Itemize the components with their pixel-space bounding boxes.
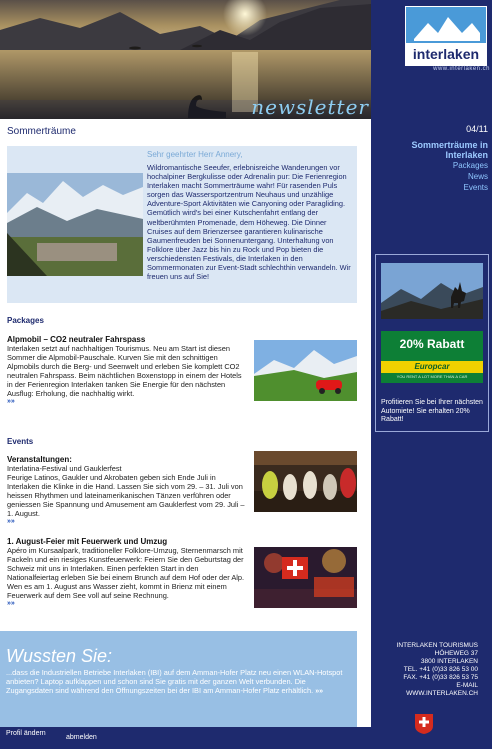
unsubscribe-link[interactable]: abmelden [66, 734, 97, 741]
article-title: Veranstaltungen: [7, 455, 72, 464]
contact-city: 3800 INTERLAKEN [420, 658, 478, 665]
did-you-know-body: ...dass die Industriellen Betriebe Interlaken (IBI) auf dem Amman-Hofer Platz neu einen WLAN-Hotspot anbieten? Laptop aufklappen und schon sind Sie gratis mit der ganzen Welt verbunden. Die Zugangsdaten sind während den Öffnungszeiten bei der IBI am Amman-Hofer Platz erhältlich. [6, 668, 343, 695]
contact-website-link[interactable]: WWW.INTERLAKEN.CH [406, 690, 478, 697]
contact-tel: TEL. +41 (0)33 826 53 00 [403, 666, 478, 673]
intro-box [7, 146, 357, 303]
section-label-events: Events [7, 437, 34, 446]
issue-number: 04/11 [466, 124, 488, 134]
section-label-packages: Packages [7, 316, 44, 325]
did-you-know-text [6, 668, 351, 696]
edit-profile-link[interactable]: Profil ändern [6, 730, 46, 737]
nav-item-events[interactable]: Events [463, 183, 488, 192]
logo-mark-icon [406, 7, 486, 65]
nav-item-sommertraume[interactable]: Sommerträume in Interlaken [411, 140, 488, 160]
read-more-link[interactable]: »» [7, 518, 15, 525]
sidebar-nav [374, 124, 488, 193]
footer-bar [0, 727, 371, 749]
logo-text: interlaken [412, 46, 480, 62]
article-body: Interlaken setzt auf nachhaltigen Tourismus. Neu am Start ist diesen Sommer die Alpmobil-Pauschale. Kurven Sie mit den schnittigen Alpmobils durch die Berg- und Seenwelt und erleben Sie komplett CO2 neutralen Fahrspass. Beim nächtlichen Boxenstopp in einem der Hotels in der Ferienregion Interlaken tanken Sie Energie für den nächsten Ausflug: Erholung, die nachhaltig wirkt. [7, 344, 242, 398]
did-you-know-box [0, 631, 357, 727]
article-title: Alpmobil – CO2 neutraler Fahrspass [7, 335, 146, 344]
contact-email-link[interactable]: E-MAIL [456, 682, 478, 689]
promo-box [375, 254, 489, 432]
article-veranstaltungen [7, 455, 247, 525]
logo-url[interactable]: www.interlaken.ch [433, 66, 490, 72]
interlaken-valley-image [7, 173, 143, 276]
ad-slogan: YOU RENT A LOT MORE THAN A CAR [396, 374, 468, 379]
europcar-ad-banner[interactable] [381, 331, 483, 383]
swiss-flag-icon [415, 714, 433, 734]
interlaken-logo[interactable] [405, 6, 487, 66]
read-more-link[interactable]: »» [7, 600, 15, 607]
article-body: Apéro im Kursaalpark, traditioneller Folklore-Umzug, Sternenmarsch mit Fackeln und ein riesiges Kunstfeuerwerk: Feiern Sie den Geburtstag der Schweiz mit uns in Interlaken. Einen perfekten Start in den Nationalfeiertag erleben Sie bei einem Brunch auf dem Hof oder der Alp. Wen es am 1. August ans Wasser zieht, kommt in Brienz mit einem Feuerwerk auf dem See voll auf seine Rechnung. [7, 546, 245, 600]
nav-item-news[interactable]: News [467, 172, 488, 181]
nav-item-packages[interactable]: Packages [452, 161, 488, 170]
ad-headline: 20% Rabatt [399, 337, 465, 351]
intro-greeting: Sehr geehrter Herr Annery, [147, 150, 243, 159]
contact-fax: FAX. +41 (0)33 826 53 75 [403, 674, 478, 681]
did-you-know-title: Wussten Sie: [6, 646, 113, 666]
contact-block [374, 642, 478, 698]
header-hero-image [0, 0, 371, 119]
newsletter-wordmark: newsletter [251, 95, 369, 119]
article-august-feier [7, 537, 247, 607]
read-more-link[interactable]: »» [7, 398, 15, 405]
article-alpmobil [7, 335, 247, 405]
page-title: Sommerträume [7, 126, 76, 137]
festival-image [254, 451, 357, 512]
ibex-image[interactable] [381, 263, 483, 319]
fireworks-image [254, 547, 357, 608]
intro-text: Wildromantische Seeufer, erlebnisreiche Wanderungen vor hochalpiner Bergkulisse oder Adrenalin pur: Die Ferienregion Interlaken macht Sommerträume wahr! Für rasenden Puls sorgen das Wassersportzentrum Neuhaus und unzählige Adventure-Sport Aktivitäten wie Canyoning oder Paragliding. Gemütlich wird's bei einer Kutschenfahrt entlang der weltberühmten Promenade, dem Höheweg. Die Dinner Cruises auf dem Brienzersee garantieren kulinarische Gaumenfreuden bei Sonnenuntergang. Unterhaltung von Folklore über Jazz bis hin zu Rock und Pop bieten die verschiedensten Festivals, die Interlaken in den Sommermonaten zur Event-Stadt schlechthin verwandeln. Wir freuen uns auf Sie! [147, 163, 351, 282]
article-title: 1. August-Feier mit Feuerwerk und Umzug [7, 537, 168, 546]
read-more-link[interactable]: »» [315, 688, 324, 695]
contact-street: HÖHEWEG 37 [434, 650, 478, 657]
europcar-logo: Europcar [381, 361, 483, 373]
article-body: Interlatina-Festival und Gauklerfest Feurige Latinos, Gaukler und Akrobaten geben sich Ende Juli in Interlaken die Klinke in die Hand. Lassen Sie sich vom 29. – 31. Juli von heissen Rhythmen und lateinamerikanischen Tänzen verführen oder geniessen Sie Spannung und Amusement am Gauklerfest vom 29. Juli – 1. August. [7, 464, 245, 518]
contact-org: INTERLAKEN TOURISMUS [396, 642, 478, 649]
alpmobil-image [254, 340, 357, 401]
promo-text: Profitieren Sie bei Ihrer nächsten Automiete! Sie erhalten 20% Rabatt! [381, 399, 483, 423]
